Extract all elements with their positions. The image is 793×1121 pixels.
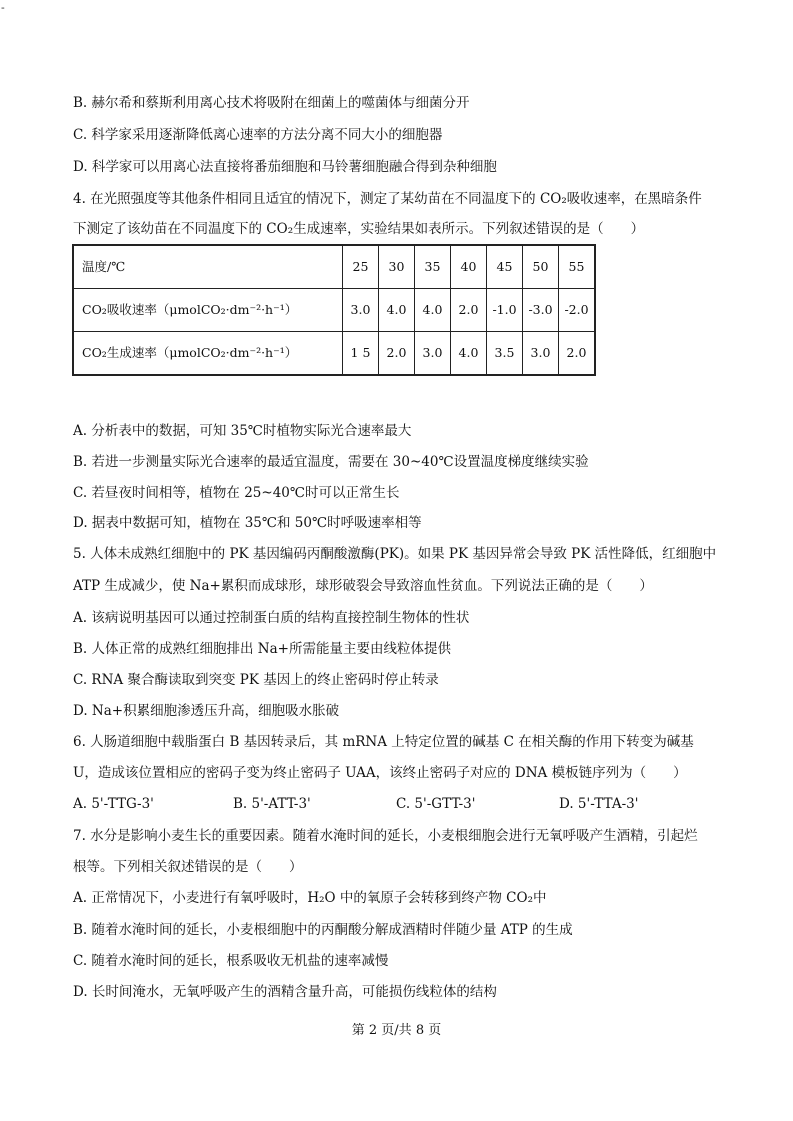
q6-option-c: C. 5'-GTT-3' xyxy=(396,796,476,812)
q7-option-b: B. 随着水淹时间的延长，小麦根细胞中的丙酮酸分解成酒精时伴随少量 ATP 的生成 xyxy=(73,922,573,938)
q3-option-c: C. 科学家采用逐渐降低离心速率的方法分离不同大小的细胞器 xyxy=(73,127,443,143)
q5-stem-line1: 5. 人体未成熟红细胞中的 PK 基因编码丙酮酸激酶(PK)。如果 PK 基因异常会导致 PK 活性降低，红细胞中 xyxy=(73,546,717,562)
temperature-cell: 55 xyxy=(559,245,596,289)
production-cell: 4.0 xyxy=(451,332,487,376)
corner-mark: - xyxy=(1,1,5,14)
temperature-cell: 35 xyxy=(415,245,451,289)
temperature-cell: 40 xyxy=(451,245,487,289)
absorption-cell: -2.0 xyxy=(559,289,596,332)
q3-option-b: B. 赫尔希和蔡斯利用离心技术将吸附在细菌上的噬菌体与细菌分开 xyxy=(73,95,470,111)
q6-option-a: A. 5'-TTG-3' xyxy=(73,796,154,812)
absorption-cell: 3.0 xyxy=(343,289,379,332)
page-number: 第 2 页/共 8 页 xyxy=(351,1023,442,1038)
q7-option-a: A. 正常情况下，小麦进行有氧呼吸时，H₂O 中的氧原子会转移到终产物 CO₂中 xyxy=(73,890,547,906)
absorption-rate-label: CO₂吸收速率（μmolCO₂·dm⁻²·h⁻¹） xyxy=(73,289,343,332)
absorption-cell: 4.0 xyxy=(379,289,415,332)
q6-stem-line2: U，造成该位置相应的密码子变为终止密码子 UAA，该终止密码子对应的 DNA 模板链序列为（ ） xyxy=(73,765,687,781)
q5-stem-line2: ATP 生成减少，使 Na+累积而成球形，球形破裂会导致溶血性贫血。下列说法正确的是（ ） xyxy=(73,578,653,594)
q4-option-c: C. 若昼夜时间相等，植物在 25~40℃时可以正常生长 xyxy=(73,485,400,501)
production-cell: 3.0 xyxy=(523,332,559,376)
absorption-cell: 4.0 xyxy=(415,289,451,332)
q7-stem-line1: 7. 水分是影响小麦生长的重要因素。随着水淹时间的延长，小麦根细胞会进行无氧呼吸产生酒精，引起烂 xyxy=(73,828,698,844)
temperature-cell: 50 xyxy=(523,245,559,289)
q7-option-d: D. 长时间淹水，无氧呼吸产生的酒精含量升高，可能损伤线粒体的结构 xyxy=(73,984,497,1000)
temperature-cell: 45 xyxy=(487,245,523,289)
q6-stem-line1: 6. 人肠道细胞中载脂蛋白 B 基因转录后，其 mRNA 上特定位置的碱基 C 在相关酶的作用下转变为碱基 xyxy=(73,734,694,750)
q4-option-b: B. 若进一步测量实际光合速率的最适宜温度，需要在 30~40℃设置温度梯度继续实验 xyxy=(73,454,589,470)
q4-option-d: D. 据表中数据可知，植物在 35℃和 50℃时呼吸速率相等 xyxy=(73,515,422,531)
q3-option-d: D. 科学家可以用离心法直接将番茄细胞和马铃薯细胞融合得到杂种细胞 xyxy=(73,159,497,175)
q5-option-d: D. Na+积累细胞渗透压升高，细胞吸水胀破 xyxy=(73,703,340,719)
temperature-cell: 25 xyxy=(343,245,379,289)
table-header-label: 温度/℃ xyxy=(73,245,343,289)
q4-data-table xyxy=(72,244,596,376)
production-cell: 2.0 xyxy=(379,332,415,376)
production-cell: 3.0 xyxy=(415,332,451,376)
production-cell: 3.5 xyxy=(487,332,523,376)
q4-stem-line2: 下测定了该幼苗在不同温度下的 CO₂生成速率，实验结果如表所示。下列叙述错误的是（ ） xyxy=(73,221,645,237)
table-row-absorption xyxy=(73,289,595,332)
q7-option-c: C. 随着水淹时间的延长，根系吸收无机盐的速率减慢 xyxy=(73,953,389,969)
absorption-cell: -3.0 xyxy=(523,289,559,332)
q6-option-b: B. 5'-ATT-3' xyxy=(233,796,311,812)
q5-option-b: B. 人体正常的成熟红细胞排出 Na+所需能量主要由线粒体提供 xyxy=(73,641,451,657)
q5-option-c: C. RNA 聚合酶读取到突变 PK 基因上的终止密码时停止转录 xyxy=(73,672,439,688)
table-row-temperature xyxy=(73,245,595,289)
absorption-cell: -1.0 xyxy=(487,289,523,332)
table-row-production xyxy=(73,332,595,376)
production-cell: 2.0 xyxy=(559,332,596,376)
q4-stem-line1: 4. 在光照强度等其他条件相同且适宜的情况下，测定了某幼苗在不同温度下的 CO₂吸收速率，在黑暗条件 xyxy=(73,191,702,207)
temperature-cell: 30 xyxy=(379,245,415,289)
production-cell: 1 5 xyxy=(343,332,379,376)
q6-option-d: D. 5'-TTA-3' xyxy=(559,796,639,812)
q4-option-a: A. 分析表中的数据，可知 35℃时植物实际光合速率最大 xyxy=(73,423,412,439)
q7-stem-line2: 根等。下列相关叙述错误的是（ ） xyxy=(73,859,303,875)
absorption-cell: 2.0 xyxy=(451,289,487,332)
production-rate-label: CO₂生成速率（μmolCO₂·dm⁻²·h⁻¹） xyxy=(73,332,343,376)
q5-option-a: A. 该病说明基因可以通过控制蛋白质的结构直接控制生物体的性状 xyxy=(73,610,470,626)
